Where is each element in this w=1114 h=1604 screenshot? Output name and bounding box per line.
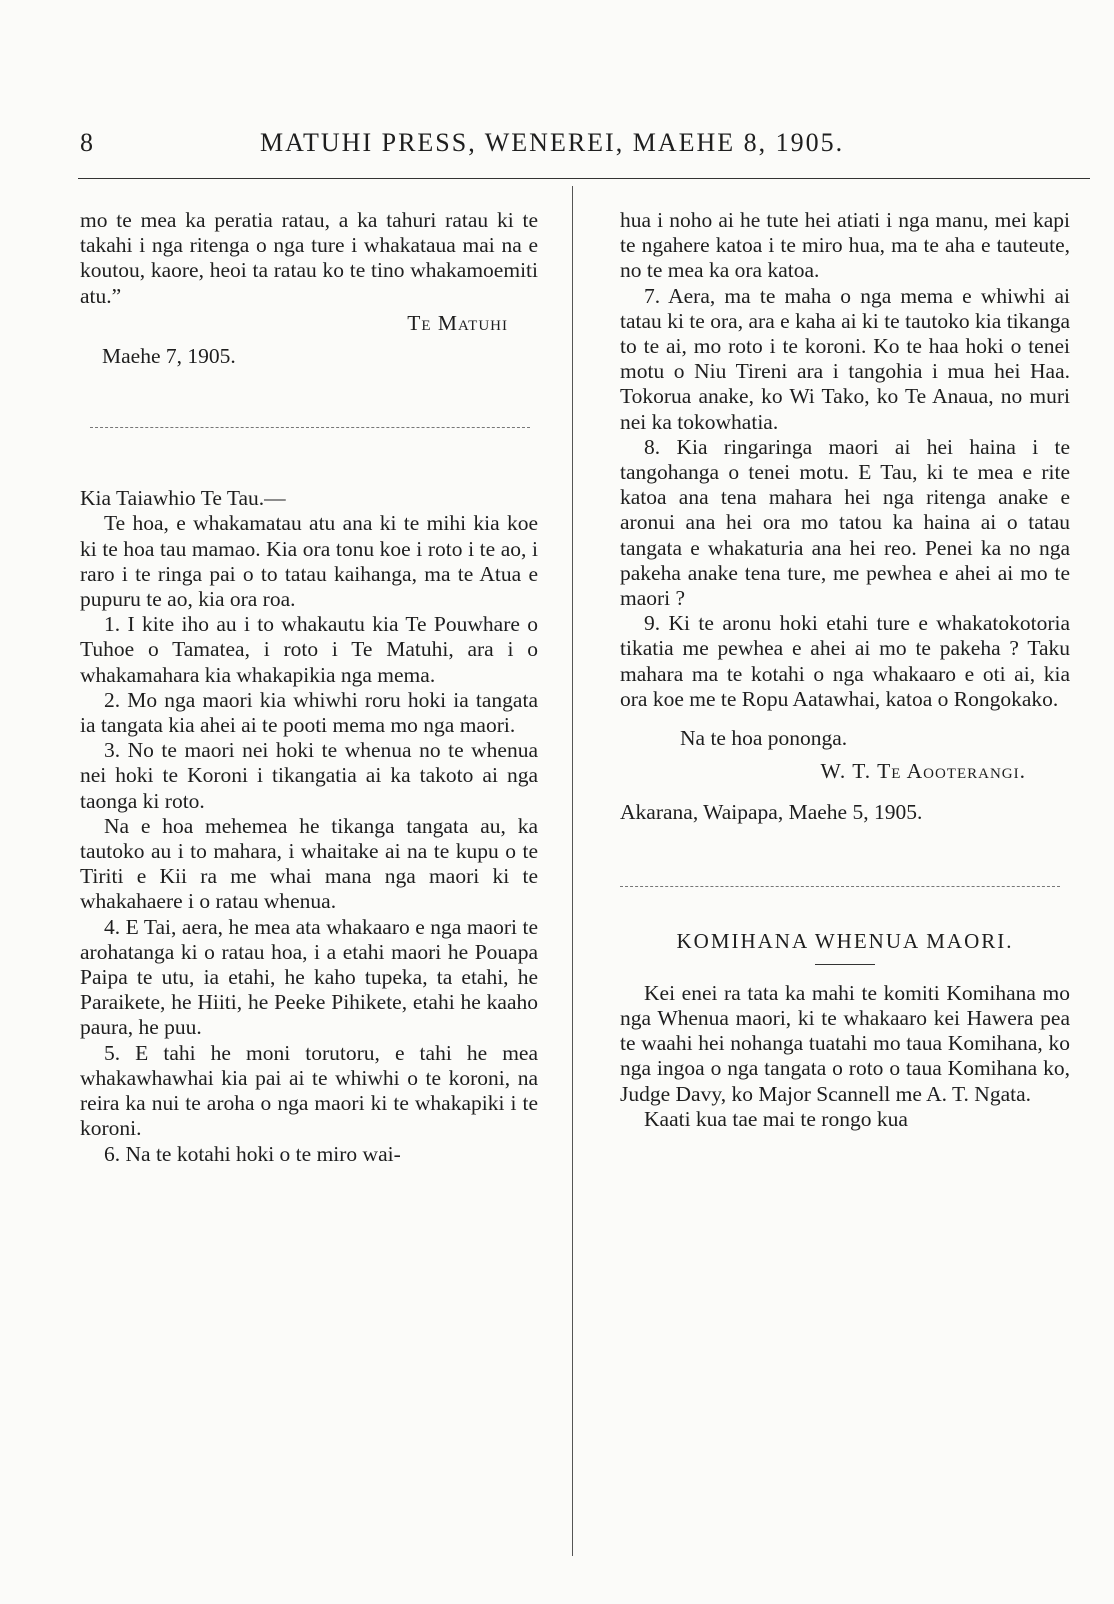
paragraph: Kaati kua tae mai te rongo kua <box>644 1106 908 1131</box>
paragraph: 8. Kia ringaringa maori ai hei haina i te tangohanga o tenei motu. E Tau, ki te mea e rite katoa ana tena mahara hei nga ritenga anake e aronui ana hei ora mo tatou ka haina ai o tatau tangata e whakaturia ana hei reo. Penei ka no nga pakeha anake tena ture, me pewhea e ahei ai mo te maori ? <box>620 434 1070 611</box>
place-date: Akarana, Waipapa, Maehe 5, 1905. <box>620 800 923 825</box>
article-separator <box>90 427 530 428</box>
paragraph: 3. No te maori nei hoki te whenua no te whenua nei hoki te Koroni i tikangatia ai ka takoto ai nga taonga ki roto. <box>80 738 538 813</box>
paragraph: 5. E tahi he moni torutoru, e tahi he mea whakawhawhai kia pai ai te whiwhi o te koroni, na reira ka nui te aroha o nga maori ki te whakapiki i te koroni. <box>80 1040 538 1141</box>
section-title: KOMIHANA WHENUA MAORI. <box>676 928 1014 953</box>
paragraph: 9. Ki te aronu hoki etahi ture e whakatokotoria tikatia me pewhea e ahei ai mo te pakeha ? Taku mahara ma te kotahi o nga whakaaro e oti ai, kia ora koe me te Ropu Aatawhai, katoa o Rongokako. <box>620 611 1070 711</box>
masthead-title: MATUHI PRESS, WENEREI, MAEHE 8, 1905. <box>260 128 845 157</box>
paragraph: 2. Mo nga maori kia whiwhi roru hoki ia tangata ia tangata kia ahei ai te pooti mema mo nga maori. <box>80 687 538 738</box>
paragraph: hua i noho ai he tute hei atiati i nga manu, mei kapi te ngahere katoa i te miro hua, ma te aha e tauteute, no te mea ka ora katoa. <box>620 208 1070 283</box>
article-separator <box>620 886 1060 887</box>
left-column <box>80 208 538 1167</box>
header-rule <box>78 178 1090 179</box>
closing-line: Na te hoa pononga. <box>680 726 848 751</box>
letter-heading: Kia Taiawhio Te Tau.— <box>80 486 286 511</box>
signer-name: W. T. Te Aooterangi. <box>820 759 1026 784</box>
paragraph: 6. Na te kotahi hoki o te miro wai- <box>104 1141 401 1166</box>
paragraph: 1. I kite iho au i to whakautu kia Te Pouwhare o Tuhoe o Tamatea, i roto i Te Matuhi, ara i o whakamahara kia whakapikia nga mema. <box>80 612 538 687</box>
paragraph: Kei enei ra tata ka mahi te komiti Komihana mo nga Whenua maori, ki te whakaaro kei Hawera pea te waahi hei nohanga tuatahi mo taua Komihana, ko nga ingoa o nga tangata o roto o taua Komihana ko, Judge Davy, ko Major Scannell me A. T. Ngata. <box>620 980 1070 1106</box>
signature: Te Matuhi <box>407 310 508 335</box>
paragraph: Te hoa, e whakamatau atu ana ki te mihi kia koe ki te hoa tau mamao. Kia ora tonu koe i roto i te ao, i raro i te ringa pai o to tatau kaihanga, ma te Atua e pupuru te ao, kia ora roa. <box>80 511 538 612</box>
right-column <box>620 208 1070 1132</box>
page-header <box>80 128 1090 172</box>
paragraph: Na e hoa mehemea he tikanga tangata au, ka tautoko au i to mahara, i whaitake ai na te kupu o te Tiriti e Kii ra me whai mana nga maori ki te whakahaere i o ratau whenua. <box>80 813 538 914</box>
title-rule <box>815 964 875 965</box>
paragraph: 4. E Tai, aera, he mea ata whakaaro e nga maori te arohatanga ki o ratau hoa, i a etahi maori he Pouapa Paipa te utu, ia etahi, he kaho tupeka, ta etahi, he Paraikete, he Hiiti, he Peeke Pihikete, etahi he kaaho paura, he puu. <box>80 914 538 1040</box>
letter-date: Maehe 7, 1905. <box>102 344 236 369</box>
opening-text: mo te mea ka peratia ratau, a ka tahuri ratau ki te takahi i nga ritenga o nga ture i whakataua mai na e koutou, kaore, heoi ta ratau ko te tino whakamoemiti atu.” <box>80 208 538 308</box>
page-number: 8 <box>80 128 93 157</box>
column-divider <box>572 186 573 1556</box>
paragraph: 7. Aera, ma te maha o nga mema e whiwhi ai tatau ki te ora, ara e kaha ai ki te tautoko kia tikanga to te ai, mo roto i te koroni. Ko te haa hoki o tenei motu o Niu Tireni ara i tangohia i mua hei Haa. Tokorua anake, ko Wi Tako, ko Te Anaua, no muri nei ka tokowhatia. <box>620 283 1070 434</box>
